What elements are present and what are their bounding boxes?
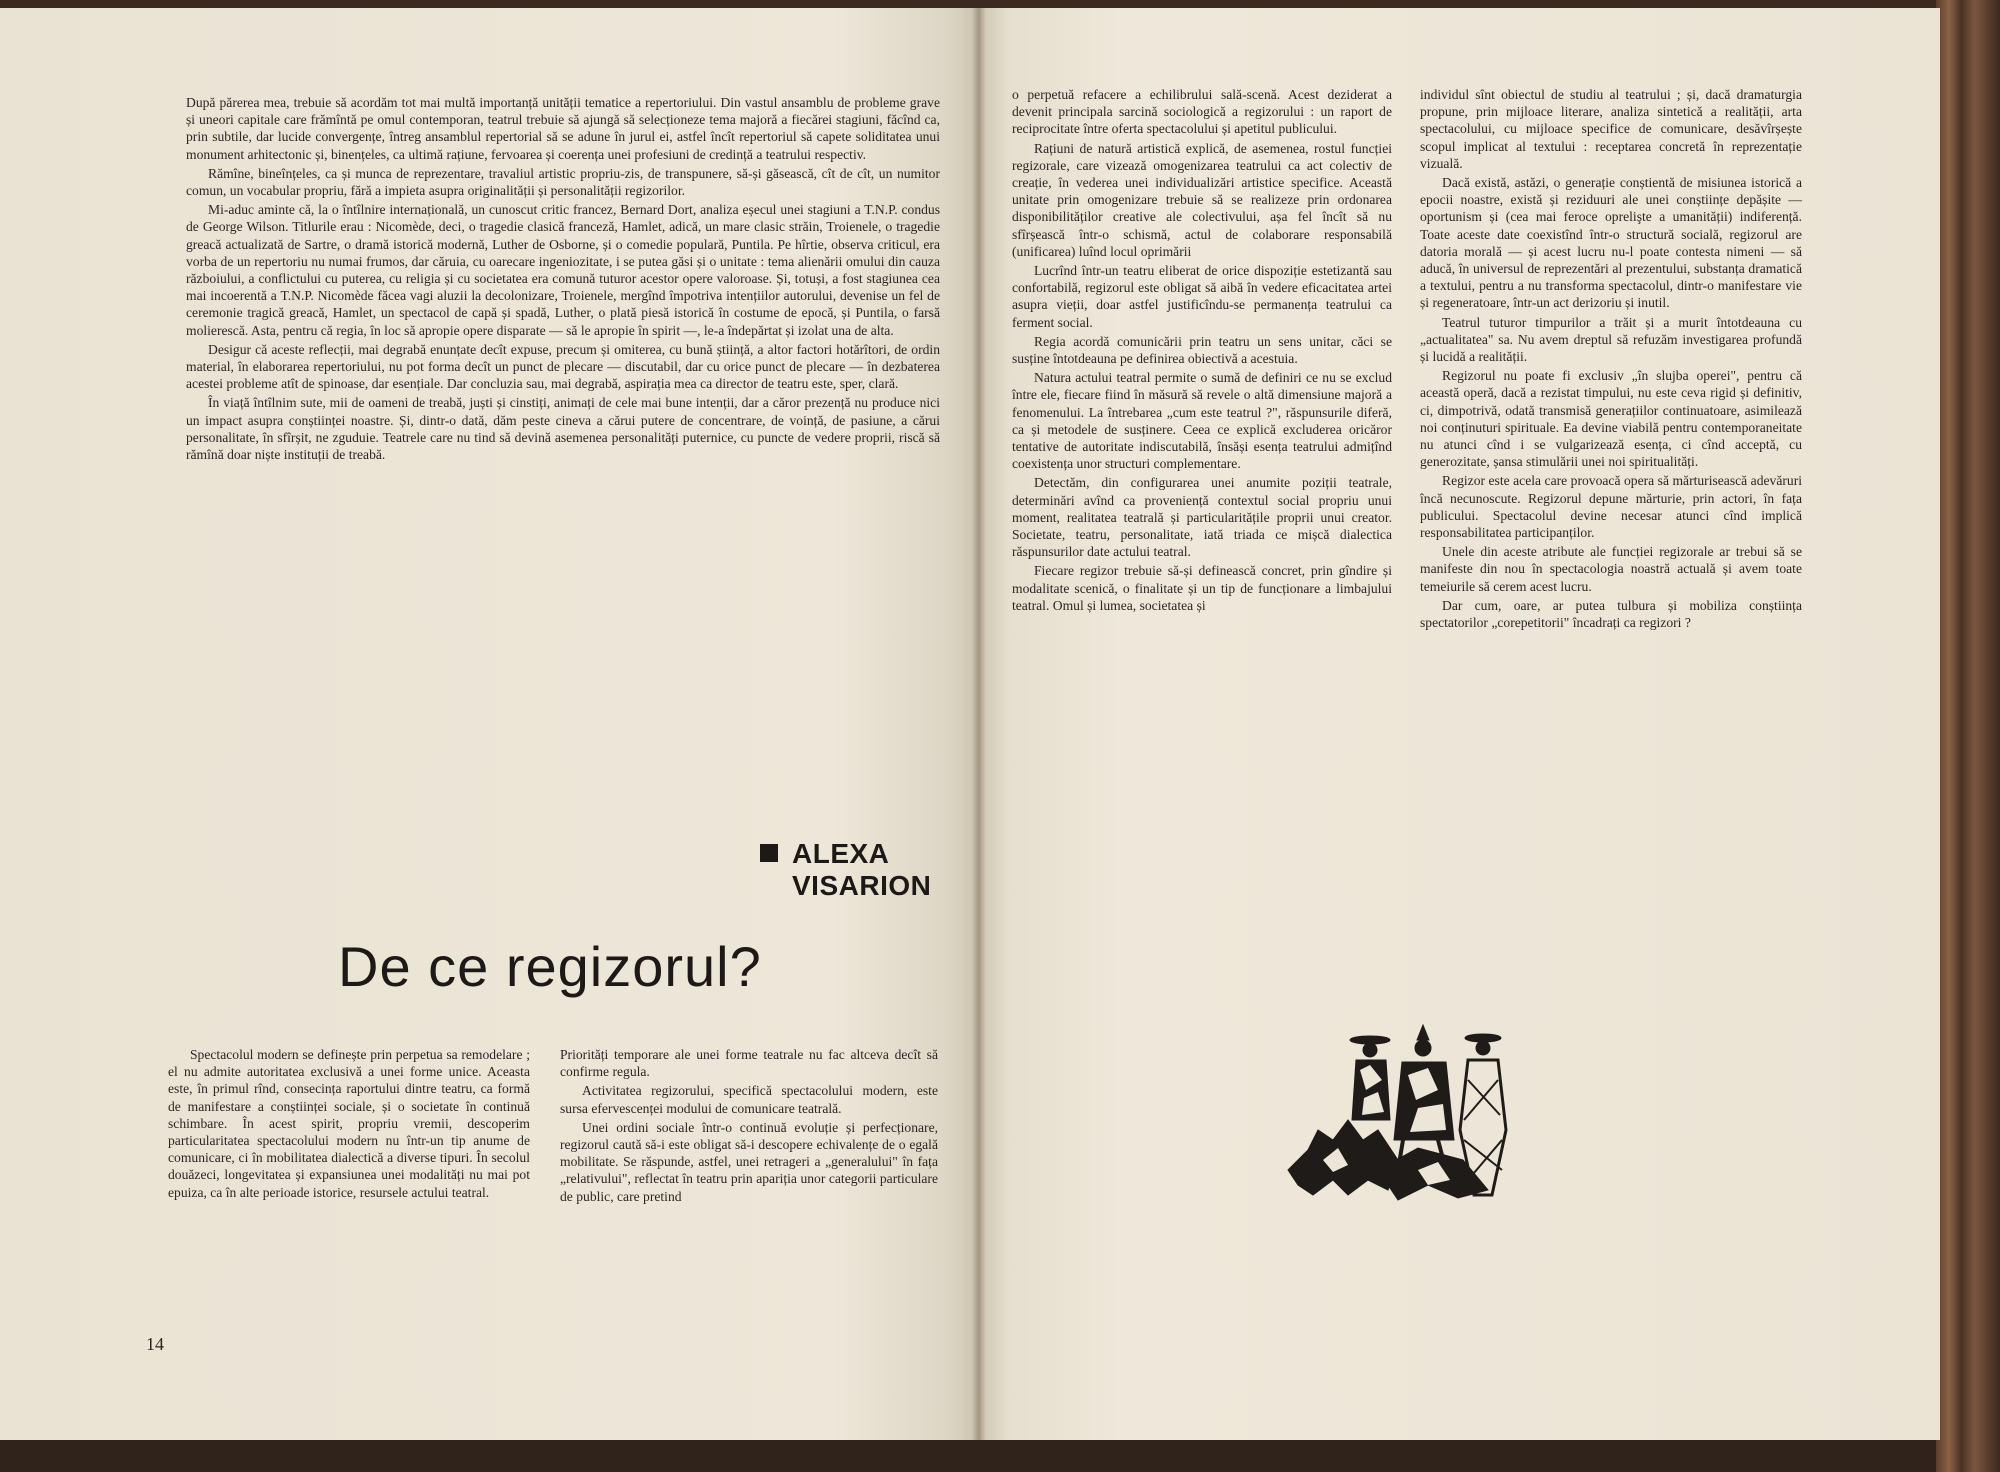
article-headline: De ce regizorul?	[338, 935, 762, 998]
figure-left	[1350, 1036, 1390, 1120]
book-page-edges	[1936, 0, 2000, 1472]
article-column-2	[560, 1046, 938, 1205]
paragraph: Regia acordă comunicării prin teatru un sens unitar, căci se susține întotdeauna pe definirea obiectivă a acestuia.	[1012, 333, 1392, 367]
paragraph: Unele din aceste atribute ale funcției regizorale ar trebui să se manifeste din nou în spectacologia noastră actuală și avem toate temeiurile să cerem acest lucru.	[1420, 544, 1802, 594]
paragraph: Natura actului teatral permite o sumă de definiri ce nu se exclud între ele, fiecare fiind în măsură să revele o altă dimensiune majoră a fenomenului. La întrebarea „cum este teatrul ?", răspunsurile diferă, ca și metodele de susținere. Ceea ce explică excluderea oricăror tentative de autoritate indiscutabilă, însăși esența teatrului admițînd coexistența unor structuri complementare.	[1012, 370, 1392, 472]
author-last-name: VISARION	[792, 870, 932, 901]
scan-background	[0, 1440, 2000, 1472]
article-column-3	[1012, 86, 1392, 614]
figures-illustration	[1278, 1020, 1598, 1205]
bullet-square-icon	[760, 844, 778, 862]
continued-article-text	[186, 94, 940, 463]
paragraph: Rămîne, bineînțeles, ca și munca de reprezentare, travaliul artistic propriu-zis, de transpunere, să-și găsească, cît de cît, un numitor comun, un vocabular propriu, fără a impieta asupra originalității și personalității regizorilor.	[186, 165, 940, 199]
paragraph: Desigur că aceste reflecții, mai degrabă enunțate decît expuse, precum și omiterea, cu bună știință, a altor factori hotărîtori, de ordin material, în elaborarea repertoriului, nu pot forma decît un punct de plecare — discutabil, dar cu orice punct de plecare — în dezbaterea acestei probleme atît de spinoase, dar esențiale. Dar concluzia sau, mai degrabă, aspirația mea ca director de teatru este, sper, clară.	[186, 341, 940, 392]
page-number: 14	[146, 1334, 164, 1354]
paragraph: După părerea mea, trebuie să acordăm tot mai multă importanță unității tematice a repertoriului. Din vastul ansamblu de probleme grave și uneori capitale care frămîntă pe omul contemporan, teatrul trebuie să ajungă să selecționeze tema majoră a fiecărei stagiuni, făcînd ca, prin subtile, dar lucide convergențe, întreg ansamblul repertorial să se adune în jurul ei, astfel încît repertoriul să capete soliditatea unui monument arhitectonic și, binențeles, ca ultimă rațiune, fervoarea și coerența unei profesiuni de credință a teatrului respectiv.	[186, 95, 940, 162]
paragraph: Dacă există, astăzi, o generație conștientă de misiunea istorică a epocii noastre, există și reziduuri ale unei conștiințe depășite — oportunism și (cea mai feroce oprelişte a umanității) indiferență. Toate aceste date coexistînd într-o structură socială, regizorul are datoria morală — și acest lucru nu-l poate contesta nimeni — să aducă, în universul de reprezentări al prezentului, substanța dramatică a textului, pentru a nu transforma spectacolul, dintr-o manifestare vie și regeneratoare, într-un act derizoriu și inutil.	[1420, 175, 1802, 311]
paragraph: Dar cum, oare, ar putea tulbura și mobiliza conștiința spectatorilor „corepetitorii" încadrați ca regizori ?	[1420, 597, 1802, 631]
paragraph: În viață întîlnim sute, mii de oameni de treabă, juști și cinstiți, animați de cele mai bune intenții, dar a căror prezență nu produce nici un impact asupra conștiinței noastre. Și, dintr-o dată, dăm peste cineva a cărui putere de concentrare, de voință, de pasiune, a cărui personalitate, în sfîrșit, ne zguduie. Teatrele care nu tind să devină asemenea personalități puternice, cu puncte de vedere proprii, riscă să rămînă doar niște instituții de treabă.	[186, 395, 940, 463]
paragraph: Regizor este acela care provoacă opera să mărturisească adevăruri încă necunoscute. Regizorul depune mărturie, prin actori, în fața publicului. Spectacolul devine necesar atunci cînd implică responsabilitatea participanților.	[1420, 473, 1802, 541]
paragraph: Lucrînd într-un teatru eliberat de orice dispoziție estetizantă sau confortabilă, regizorul este obligat să aibă în vedere eficacitatea artei asupra vieții, doar astfel justificîndu-se permanența teatrului ca ferment social.	[1012, 263, 1392, 330]
book-gutter	[972, 8, 986, 1440]
figure-middle	[1394, 1025, 1454, 1170]
paragraph: Regizorul nu poate fi exclusiv „în slujba operei", pentru că această operă, dacă a rezistat timpului, nu este ceva rigid și definitiv, ci, dimpotrivă, odată transmisă generațiilor continuatoare, asimilează noi conținuturi spirituale. Ea devine viabilă pentru contemporaneitate nu atunci cînd i se vulgarizează esența, ci cînd acceptă, cu generozitate, șansa stimulării unei noi spiritualități.	[1420, 368, 1802, 470]
author-byline	[760, 838, 931, 902]
paragraph: Teatrul tuturor timpurilor a trăit și a murit întotdeauna cu „actualitatea" sa. Nu avem dreptul să refuzăm investigarea profundă și lucidă a realității.	[1420, 314, 1802, 365]
paragraph: Unei ordini sociale într-o continuă evoluție și perfecționare, regizorul caută să-i este obligat să-i descopere echivalențe de o egală mobilitate. Se răspunde, astfel, unei retrageri a „generalului" în fața „relativului", reflectat în teatru prin apariția unor categorii particulare de public, care pretind	[560, 1119, 938, 1204]
paragraph: individul sînt obiectul de studiu al teatrului ; și, dacă dramaturgia propune, prin mijloace literare, analiza sintetică a realității, arta spectacolului, cu mijloace specifice de comunicare, desăvîrșește scopul implicat al textului : receptarea concretă în reprezentație vizuală.	[1420, 87, 1802, 171]
author-first-name: ALEXA	[792, 838, 890, 869]
paragraph: Spectacolul modern se definește prin perpetua sa remodelare ; el nu admite autoritatea exclusivă a unei forme unice. Aceasta este, în primul rînd, consecința raportului dintre teatru, ca formă de manifestare a conștiinței sociale, și o societate în continuă schimbare. În acest spirit, propriu vremii, descoperim particularitatea spectacolului modern nu într-un tip anume de comunicare, ci în mobilitatea dialectică a diverse tipuri. În secolul douăzeci, longevitatea și expansiunea unei modalități nu mai pot epuiza, ca în alte perioade istorice, resursele actului teatral.	[168, 1047, 530, 1200]
article-column-1	[168, 1046, 530, 1201]
paragraph: Rațiuni de natură artistică explică, de asemenea, rostul funcției regizorale, care vizează omogenizarea teatrului ca act colectiv de creație, în vederea unei individualizări artistice specifice. Această unitate prin omogenizare trebuie să se realizeze prin ordonarea disponibilităților creative ale colectivului, așa fel încît să nu sfîrșească într-o schismă, actul de colaborare responsabilă (unificarea) luînd locul oprimării	[1012, 140, 1392, 259]
paragraph: Mi-aduc aminte că, la o întîlnire internațională, un cunoscut critic francez, Bernard Dort, analiza eșecul unei stagiuni a T.N.P. condus de George Wilson. Titlurile erau : Nicomède, deci, o tragedie clasică franceză, Hamlet, adică, un mare clasic străin, Troienele, o tragedie greacă actualizată de Sartre, o dramă istorică modernă, Luther de Osborne, și o comedie populară, Puntila. Pe hîrtie, observa criticul, era vorba de un repertoriu nu numai frumos, dar căruia, cu oarecare ingeniozitate, i se putea găsi și o unitate : tema alienării omului din cauza războiului, a conflictului cu puterea, cu religia și cu societatea era comună tuturor acestor opere valoroase. Și, totuși, a fost stagiunea cea mai incoerentă a T.N.P. Nicomède făcea vagi aluzii la decolonizare, Troienele, mergînd împotriva intențiilor autorului, devenise un fel de ceremonie tragică greacă, Hamlet, un spectacol de capă și spadă, Luther, o plată piesă istorică în costume de epocă, și Puntila, o farsă molierescă. Asta, pentru că regia, în loc să apropie opere disparate — să le apropie în spirit —, le-a îndepărtat și izolat una de alta.	[186, 202, 940, 338]
paragraph: Priorități temporare ale unei forme teatrale nu fac altceva decît să confirme regula.	[560, 1047, 938, 1080]
paragraph: Activitatea regizorului, specifică spectacolului modern, este sursa efervescenței modului de comunicare teatrală.	[560, 1083, 938, 1116]
paragraph: Detectăm, din configurarea unei anumite poziții teatrale, determinări avînd ca proveniență contextul social propriu unui moment, realitatea teatrală și particularitățile proprii unui creator. Societate, teatru, personalitate, iată triada ce mișcă dialectica răspunsurilor date actului teatral.	[1012, 475, 1392, 560]
paragraph: o perpetuă refacere a echilibrului sală-scenă. Acest deziderat a devenit principala sarcină sociologică a regizorului : un raport de reciprocitate între oferta spectacolului și apetitul publicului.	[1012, 87, 1392, 137]
paragraph: Fiecare regizor trebuie să-și definească concret, prin gîndire și modalitate scenică, o finalitate și un tip de funcționare a limbajului teatral. Omul și lumea, societatea și	[1012, 563, 1392, 613]
article-column-4	[1420, 86, 1802, 631]
